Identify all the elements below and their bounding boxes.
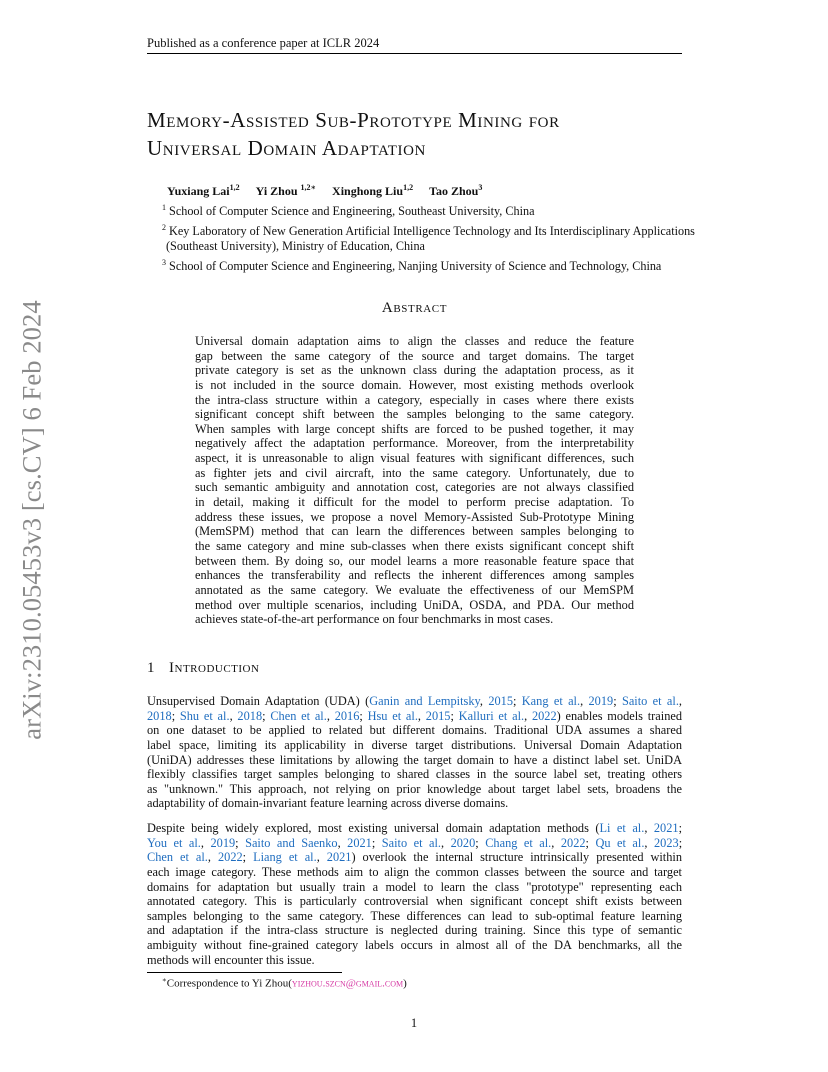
citation-link[interactable]: 2019: [210, 835, 236, 850]
author: [429, 184, 482, 198]
text-run: methods will encounter this issue.: [147, 952, 315, 967]
citation-link[interactable]: Saito and Saenko: [245, 835, 338, 850]
abstract-line: significant concept shift between the samples belonging to the same category.: [195, 407, 634, 422]
affiliation: [162, 220, 762, 240]
footnote-mark: ∗: [162, 976, 167, 984]
citation-link[interactable]: Kang et al.: [521, 694, 581, 708]
text-run: domains for adaptation but usually train a model to learn the class "prototype" representing each: [147, 879, 682, 894]
author: [167, 184, 240, 198]
text-run: ,: [417, 708, 426, 723]
abstract-line: gap between the same category of the source and target domains. The target: [195, 348, 634, 363]
author-affiliation-mark: 1,2: [403, 183, 414, 192]
abstract-line: as fighter jets and civil aircraft, into the same category. Unfortunately, due to: [195, 465, 634, 480]
abstract-line: is not included in the source domain. However, most existing methods overlook: [195, 377, 634, 392]
footnote-text: Correspondence to Yi Zhou(: [166, 977, 292, 990]
paragraph-line: [147, 953, 682, 968]
citation-link[interactable]: Qu et al.: [595, 835, 645, 850]
abstract-body: [195, 334, 634, 627]
text-run: each image category. These methods aim to align the common classes between the source and target: [147, 864, 682, 879]
text-run: as "unknown." This approach, not relying on prior knowledge about target label sets, broadens the: [147, 781, 682, 796]
text-run: ) enables models trained: [556, 708, 683, 723]
abstract-line: address these issues, we propose a novel Memory-Assisted Sub-Prototype Mining: [195, 509, 634, 524]
text-run: (UniDA) addresses these limitations by allowing the target domain to have a distinct label set. UniDA: [147, 752, 682, 767]
author-affiliation-mark: 3: [478, 183, 483, 192]
abstract-line: in detail, making it difficult for the model to perform precise adaptation. To: [195, 495, 634, 510]
text-run: ,: [644, 821, 654, 835]
section-number: 1: [147, 660, 155, 676]
paragraph-line: [147, 836, 682, 851]
arxiv-identifier-stamp: [11, 295, 53, 745]
header-rule: [147, 53, 682, 54]
citation-link[interactable]: 2020: [450, 835, 476, 850]
abstract-line: such semantic ambiguity and annotation cost, categories are not always classified: [195, 480, 634, 495]
abstract-line: annotated as the same category. We evaluate the effectiveness of our MemSPM: [195, 582, 634, 597]
paragraph-line: [147, 767, 682, 782]
citation-link[interactable]: Liang et al.: [253, 850, 317, 865]
citation-link[interactable]: Ganin and Lempitsky: [369, 694, 480, 708]
paragraph-line: [147, 880, 682, 895]
author-name: Tao Zhou: [429, 184, 479, 198]
paragraph-line: [147, 796, 682, 811]
text-run: flexibly classifies target samples belonging to shared classes in the source label set, treating others: [147, 767, 682, 782]
text-run: ;: [371, 835, 382, 850]
abstract-line: (MemSPM) method that can learn the differences between samples belonging to: [195, 524, 634, 539]
text-run: ;: [242, 850, 254, 865]
citation-link[interactable]: 2015: [488, 694, 513, 708]
citation-link[interactable]: Chang et al.: [485, 835, 552, 850]
affiliation-text: School of Computer Science and Engineering, Southeast University, China: [169, 204, 535, 219]
abstract-line: between them. By doing so, our model learns a more reasonable feature space that: [195, 553, 634, 568]
paragraph-line: [147, 694, 682, 709]
citation-link[interactable]: Chen et al.: [270, 708, 327, 723]
text-run: ;: [450, 708, 459, 723]
citation-link[interactable]: 2021: [326, 850, 352, 865]
text-run: ,: [441, 835, 451, 850]
citation-link[interactable]: 2021: [347, 835, 372, 850]
abstract-line: aspect, it is unreasonable to align visual features with significant differences, such: [195, 451, 634, 466]
affiliation: [162, 200, 762, 220]
correspondence-footnote: [162, 976, 407, 990]
author-name: Yi Zhou: [255, 184, 301, 198]
affiliation-number: 2: [162, 222, 166, 232]
paragraph-line: [147, 723, 682, 738]
citation-link[interactable]: 2019: [588, 694, 614, 708]
author: [256, 184, 316, 198]
abstract-line: the intra-class structure within a category, especially in cases where there exists: [195, 392, 634, 407]
text-run: ,: [479, 694, 489, 708]
citation-link[interactable]: Chen et al.: [147, 850, 208, 865]
paragraph-line: [147, 923, 682, 938]
text-run: ;: [359, 708, 368, 723]
paragraph-line: [147, 738, 682, 753]
paragraph-line: [147, 753, 682, 768]
abstract-line: the same category and mine sub-classes when there exists significant concept shift: [195, 538, 634, 553]
text-run: adaptability of domain-invariant feature learning across diverse domains.: [147, 796, 509, 811]
abstract-line: private category is set as the unknown class during the adaptation process, as it: [195, 363, 634, 378]
citation-link[interactable]: 2015: [425, 708, 451, 723]
text-run: ,: [580, 694, 589, 708]
abstract-line: enhances the transferability and reflects the inherent differences among samples: [195, 568, 634, 583]
page-number: 1: [410, 1016, 418, 1030]
text-run: annotated category. This is particularly controversial when significant concept shift exists between: [147, 894, 682, 909]
text-run: ;: [678, 821, 682, 835]
paragraph-line: [147, 821, 682, 836]
paragraph-line: [147, 894, 682, 909]
text-run: ,: [551, 835, 561, 850]
text-run: ;: [585, 835, 596, 850]
affiliation-number: 1: [162, 203, 166, 212]
citation-link[interactable]: 2022: [531, 708, 557, 723]
section-title: Introduction: [169, 660, 260, 676]
paragraph-line: [147, 850, 682, 865]
author: [332, 184, 413, 198]
citation-link[interactable]: 2016: [334, 708, 360, 723]
text-run: ,: [326, 708, 335, 723]
abstract-heading: Abstract: [381, 300, 448, 316]
paper-title-line-1: Memory-Assisted Sub-Prototype Mining for: [147, 108, 560, 132]
paper-title: [147, 106, 707, 162]
text-run: Despite being widely explored, most existing universal domain adaptation methods (: [147, 821, 600, 835]
citation-link[interactable]: Saito et al.: [621, 694, 679, 708]
affiliation: [162, 255, 762, 275]
author-name: Xinghong Liu: [332, 184, 404, 198]
text-run: ,: [229, 708, 238, 723]
text-run: ambiguity without fine-grained category labels occurs in almost all of the DA benchmarks, all the: [147, 938, 682, 953]
paper-title-line-2: Universal Domain Adaptation: [147, 136, 426, 160]
citation-link[interactable]: Li et al.: [599, 821, 645, 835]
text-run: on one dataset to be applied to related but different domains. Traditional UDA assumes a shared: [147, 723, 682, 738]
corresponding-author-mark: ∗: [310, 183, 317, 192]
abstract-line: Universal domain adaptation aims to align the classes and reduce the feature: [195, 334, 634, 348]
paragraph-line: [147, 782, 682, 797]
footnote-close: ): [403, 977, 407, 990]
text-run: ,: [678, 694, 682, 708]
citation-link[interactable]: 2018: [147, 708, 172, 723]
author-affiliation-mark: 1,2: [300, 183, 311, 192]
arxiv-identifier-text: arXiv:2310.05453v3 [cs.CV] 6 Feb 2024: [16, 300, 47, 740]
citation-link[interactable]: Kalluri et al.: [458, 708, 525, 723]
text-run: ,: [337, 835, 348, 850]
citation-link[interactable]: 2022: [560, 835, 586, 850]
text-run: Unsupervised Domain Adaptation (UDA) (: [147, 694, 370, 708]
citation-link[interactable]: Hsu et al.: [367, 708, 418, 723]
paragraph-line: [147, 865, 682, 880]
affiliation-list: [162, 200, 762, 275]
paragraph-line: [147, 709, 682, 724]
author-list: [167, 182, 498, 199]
abstract-line: negatively affect the adaptation performance. Moreover, from the interpretability: [195, 436, 634, 451]
citation-link[interactable]: You et al.: [147, 835, 201, 850]
affiliation-number: 3: [162, 257, 166, 267]
text-run: ;: [262, 708, 271, 723]
correspondence-email-link[interactable]: yizhou.szcn@gmail.com: [291, 977, 404, 990]
text-run: ;: [475, 835, 486, 850]
text-run: ) overlook the internal structure intrinsically presented within: [351, 850, 683, 865]
abstract-line: method over multiple scenarios, including UniDA, OSDA, and PDA. Our method: [195, 597, 634, 612]
paragraph-line: [147, 909, 682, 924]
text-run: ,: [644, 835, 654, 850]
affiliation-text: Key Laboratory of New Generation Artificial Intelligence Technology and Its Interdisciplinary Applications: [169, 223, 695, 238]
text-run: ,: [524, 708, 532, 723]
abstract-line: When samples with large concept shifts are forced to be pushed together, it may: [195, 421, 634, 436]
footnote-rule: [147, 972, 342, 973]
abstract-line: achieves state-of-the-art performance on four benchmarks in most cases.: [195, 612, 554, 627]
text-run: ;: [513, 694, 522, 708]
text-run: ,: [316, 850, 327, 865]
citation-link[interactable]: 2023: [654, 835, 679, 850]
affiliation-continuation: (Southeast University), Ministry of Education, China: [166, 239, 425, 254]
paragraph-line: [147, 938, 682, 953]
text-run: ,: [207, 850, 218, 865]
text-run: samples belonging to the same category. These differences can lead to sub-optimal feature learning: [147, 908, 682, 923]
text-run: ,: [200, 835, 211, 850]
text-run: and adaptation if the intra-class structure is neglected during training. Since this type of semantic: [147, 923, 682, 938]
introduction-paragraph-2: [147, 821, 682, 967]
introduction-paragraph-1: [147, 694, 682, 811]
citation-link[interactable]: 2018: [237, 708, 263, 723]
text-run: ;: [678, 835, 683, 850]
citation-link[interactable]: 2021: [653, 821, 679, 835]
text-run: ;: [235, 835, 246, 850]
citation-link[interactable]: Shu et al.: [179, 708, 230, 723]
affiliation-text: School of Computer Science and Engineering, Nanjing University of Science and Technology, China: [169, 258, 662, 273]
author-name: Yuxiang Lai: [167, 184, 230, 198]
section-heading-introduction: [147, 660, 259, 677]
author-affiliation-mark: 1,2: [229, 183, 240, 192]
conference-header: Published as a conference paper at ICLR 2024: [147, 36, 380, 50]
text-run: label space, limiting its applicability in diverse target distributions. Universal Domain Adaptation: [147, 737, 682, 752]
text-run: ;: [613, 694, 622, 708]
text-run: ;: [171, 708, 180, 723]
citation-link[interactable]: Saito et al.: [381, 835, 441, 850]
citation-link[interactable]: 2022: [217, 850, 243, 865]
